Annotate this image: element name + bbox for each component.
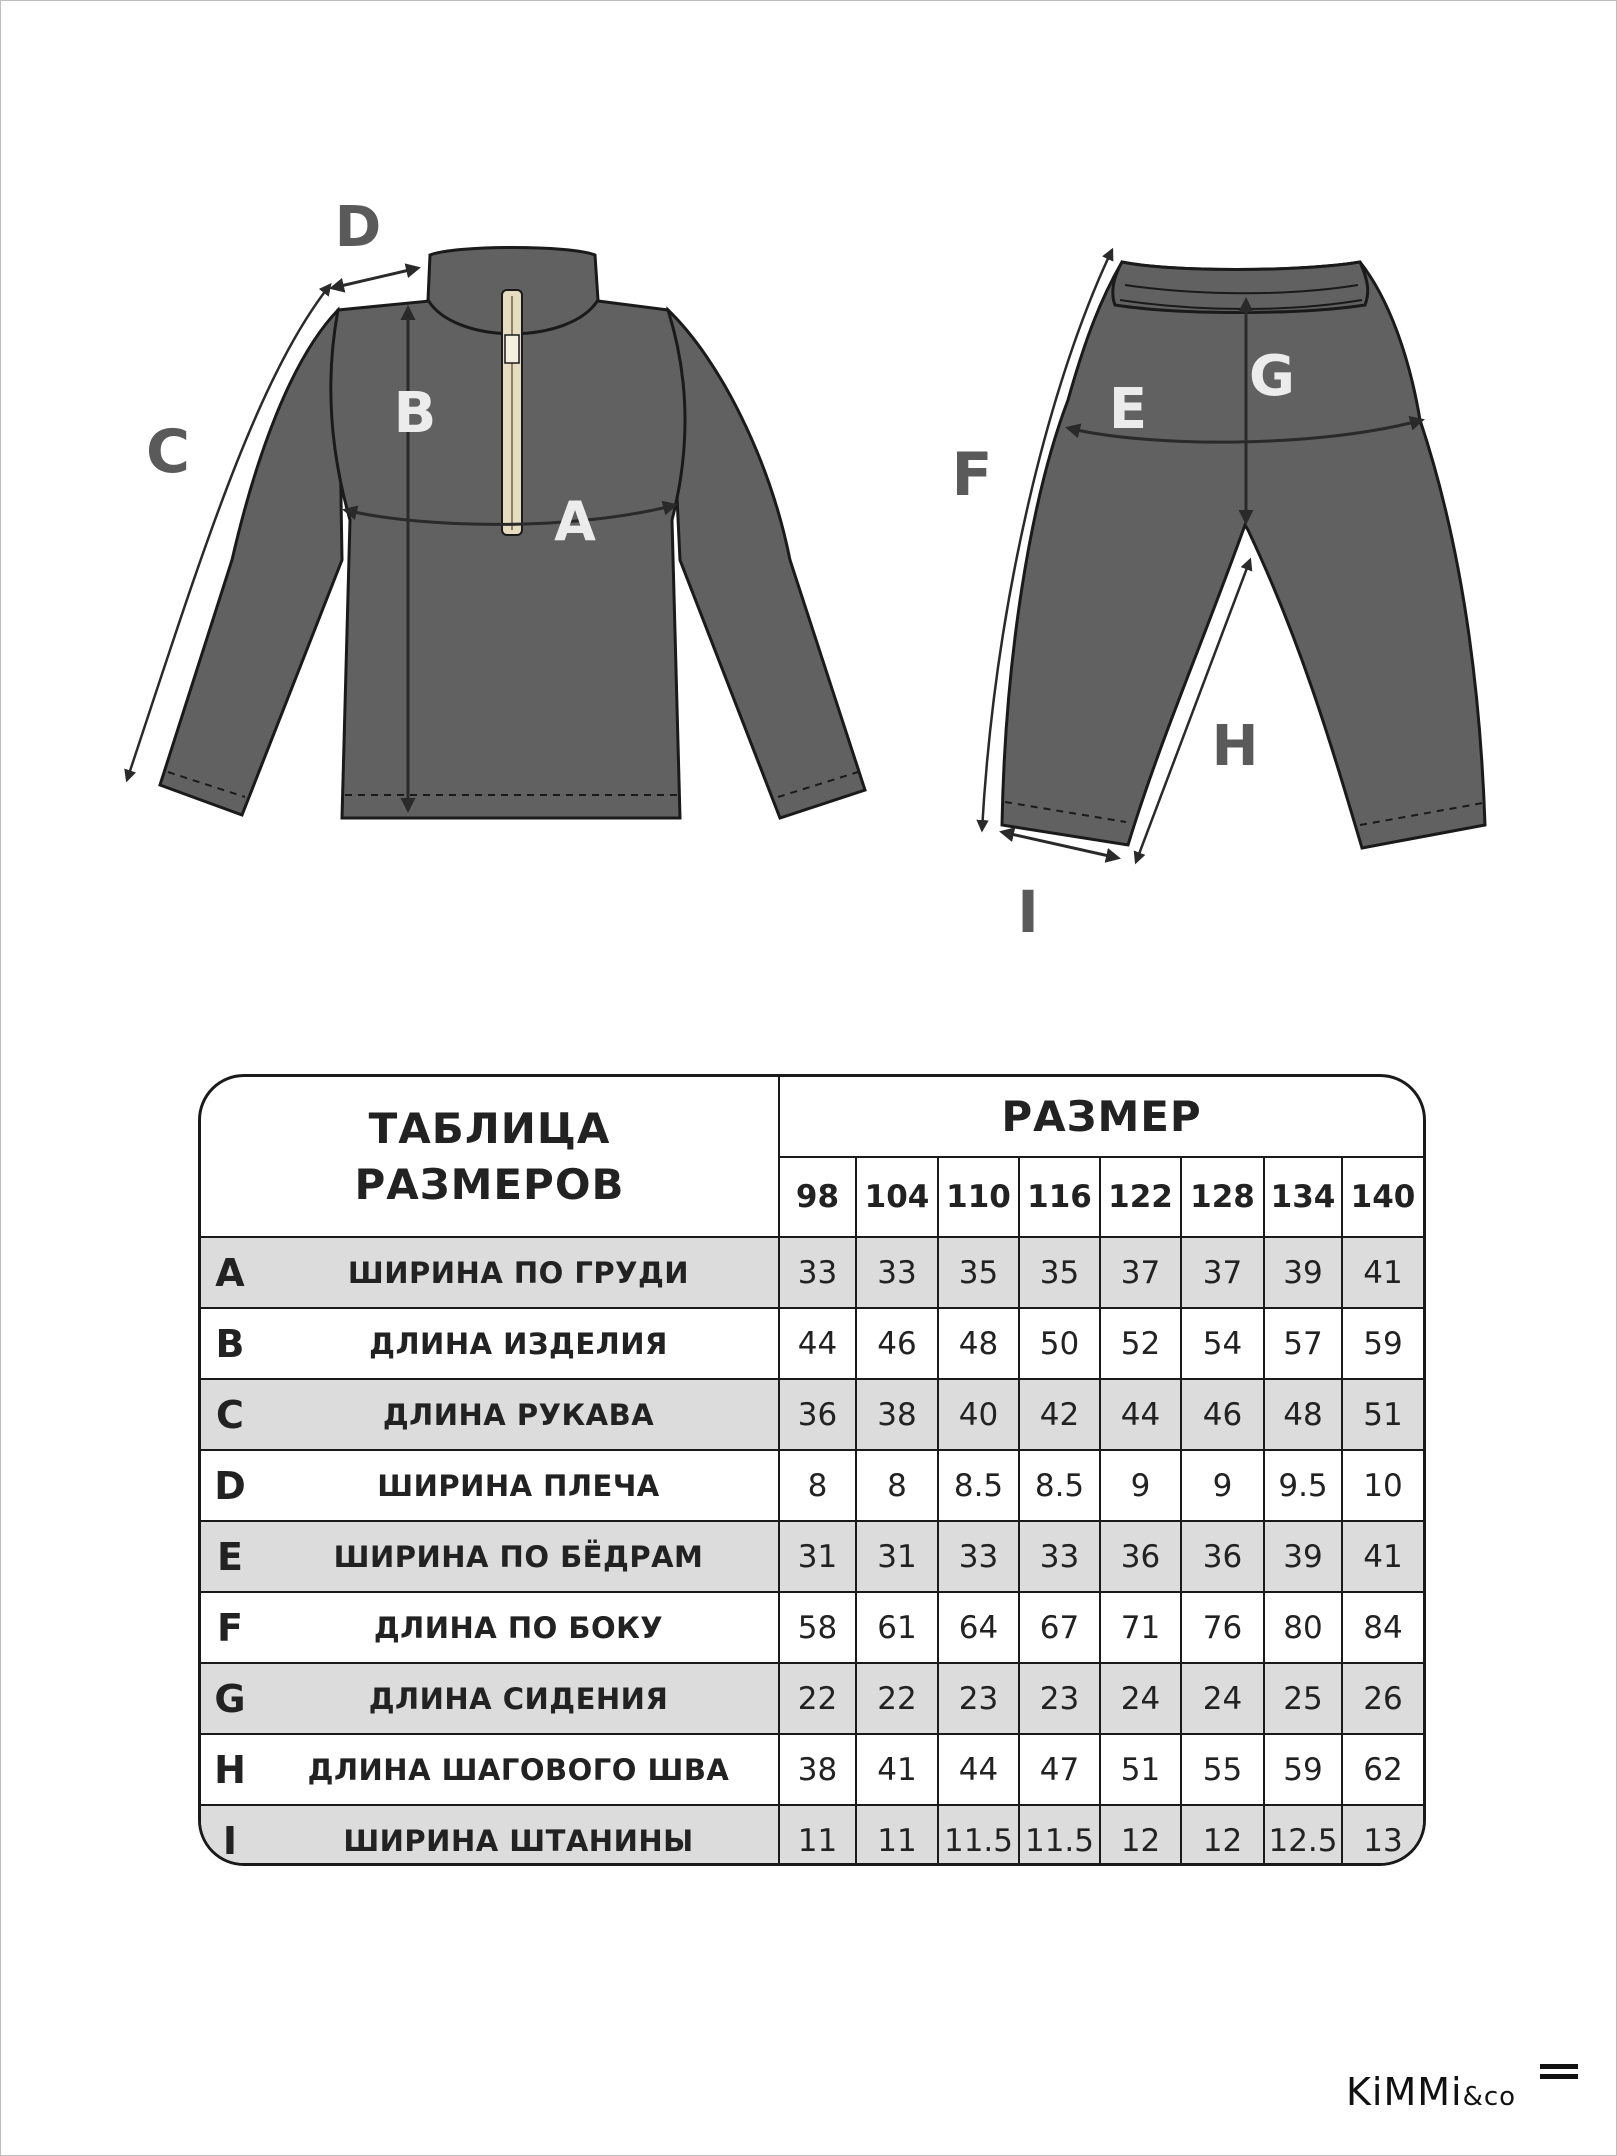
brand-logo: [1346, 2070, 1516, 2114]
table-cell: 12: [1100, 1805, 1181, 1866]
logo-bar-bottom: [1540, 2074, 1578, 2079]
table-cell: 80: [1264, 1592, 1342, 1663]
table-cell: 42: [1019, 1379, 1100, 1450]
row-letter: F: [201, 1592, 259, 1663]
table-cell: 9: [1181, 1450, 1264, 1521]
table-cell: 24: [1181, 1663, 1264, 1734]
table-cell: 55: [1181, 1734, 1264, 1805]
label-H: H: [1211, 714, 1259, 779]
table-cell: 54: [1181, 1308, 1264, 1379]
garment-diagram: [0, 0, 1617, 960]
size-col-header: 98: [779, 1157, 856, 1237]
table-cell: 44: [779, 1308, 856, 1379]
table-cell: 84: [1342, 1592, 1423, 1663]
row-letter: E: [201, 1521, 259, 1592]
table-cell: 48: [938, 1308, 1019, 1379]
table-cell: 38: [856, 1379, 938, 1450]
table-row: [201, 1308, 1423, 1379]
jacket-illustration: [127, 195, 865, 818]
table-cell: 23: [1019, 1663, 1100, 1734]
table-cell: 22: [856, 1663, 938, 1734]
table-cell: 40: [938, 1379, 1019, 1450]
table-cell: 12.5: [1264, 1805, 1342, 1866]
table-cell: 61: [856, 1592, 938, 1663]
brand-suffix: &co: [1462, 2082, 1517, 2112]
row-letter: C: [201, 1379, 259, 1450]
table-row: [201, 1805, 1423, 1866]
table-cell: 76: [1181, 1592, 1264, 1663]
row-letter: I: [201, 1805, 259, 1866]
table-cell: 52: [1100, 1308, 1181, 1379]
table-cell: 46: [1181, 1379, 1264, 1450]
table-cell: 26: [1342, 1663, 1423, 1734]
pants-illustration: [952, 250, 1486, 946]
row-letter: A: [201, 1237, 259, 1308]
table-cell: 51: [1100, 1734, 1181, 1805]
jacket-left-sleeve: [160, 310, 342, 815]
table-cell: 24: [1100, 1663, 1181, 1734]
size-col-header: 128: [1181, 1157, 1264, 1237]
table-cell: 62: [1342, 1734, 1423, 1805]
table-cell: 33: [938, 1521, 1019, 1592]
table-cell: 67: [1019, 1592, 1100, 1663]
table-cell: 59: [1264, 1734, 1342, 1805]
row-measurement-name: ДЛИНА ПО БОКУ: [259, 1592, 779, 1663]
size-col-header: 104: [856, 1157, 938, 1237]
table-cell: 39: [1264, 1521, 1342, 1592]
table-cell: 37: [1181, 1237, 1264, 1308]
size-col-header: 116: [1019, 1157, 1100, 1237]
label-C: C: [145, 417, 191, 487]
table-cell: 36: [779, 1379, 856, 1450]
table-cell: 44: [1100, 1379, 1181, 1450]
table-cell: 51: [1342, 1379, 1423, 1450]
table-cell: 13: [1342, 1805, 1423, 1866]
table-cell: 41: [1342, 1521, 1423, 1592]
table-cell: 12: [1181, 1805, 1264, 1866]
row-measurement-name: ДЛИНА ШАГОВОГО ШВА: [259, 1734, 779, 1805]
size-chart: [198, 1074, 1426, 1866]
table-row: [201, 1379, 1423, 1450]
row-measurement-name: ДЛИНА СИДЕНИЯ: [259, 1663, 779, 1734]
size-col-header: 134: [1264, 1157, 1342, 1237]
table-cell: 31: [856, 1521, 938, 1592]
row-measurement-name: ШИРИНА ШТАНИНЫ: [259, 1805, 779, 1866]
row-letter: D: [201, 1450, 259, 1521]
table-cell: 36: [1181, 1521, 1264, 1592]
table-cell: 41: [1342, 1237, 1423, 1308]
table-cell: 33: [856, 1237, 938, 1308]
table-cell: 8.5: [1019, 1450, 1100, 1521]
table-cell: 25: [1264, 1663, 1342, 1734]
row-measurement-name: ШИРИНА ПЛЕЧА: [259, 1450, 779, 1521]
table-row: [201, 1450, 1423, 1521]
logo-bar-top: [1540, 2064, 1578, 2069]
table-cell: 11.5: [938, 1805, 1019, 1866]
table-cell: 11.5: [1019, 1805, 1100, 1866]
label-D: D: [334, 195, 382, 260]
row-measurement-name: ШИРИНА ПО ГРУДИ: [259, 1237, 779, 1308]
table-cell: 41: [856, 1734, 938, 1805]
table-cell: 33: [779, 1237, 856, 1308]
size-col-header: 110: [938, 1157, 1019, 1237]
jacket-right-sleeve: [668, 310, 865, 818]
table-row: [201, 1734, 1423, 1805]
row-letter: H: [201, 1734, 259, 1805]
table-cell: 8: [779, 1450, 856, 1521]
table-cell: 22: [779, 1663, 856, 1734]
table-cell: 47: [1019, 1734, 1100, 1805]
table-cell: 10: [1342, 1450, 1423, 1521]
table-cell: 38: [779, 1734, 856, 1805]
label-A: A: [554, 490, 596, 553]
size-header: РАЗМЕР: [779, 1077, 1423, 1157]
table-cell: 64: [938, 1592, 1019, 1663]
table-title: [201, 1077, 779, 1237]
row-measurement-name: ДЛИНА РУКАВА: [259, 1379, 779, 1450]
table-cell: 37: [1100, 1237, 1181, 1308]
label-E: E: [1108, 377, 1148, 442]
table-cell: 71: [1100, 1592, 1181, 1663]
table-cell: 11: [779, 1805, 856, 1866]
label-I: I: [1017, 878, 1039, 946]
table-cell: 59: [1342, 1308, 1423, 1379]
label-B: B: [393, 381, 437, 446]
table-cell: 48: [1264, 1379, 1342, 1450]
table-cell: 57: [1264, 1308, 1342, 1379]
table-cell: 31: [779, 1521, 856, 1592]
table-cell: 11: [856, 1805, 938, 1866]
size-col-header: 122: [1100, 1157, 1181, 1237]
table-cell: 50: [1019, 1308, 1100, 1379]
table-cell: 35: [938, 1237, 1019, 1308]
label-G: G: [1249, 344, 1295, 409]
table-cell: 39: [1264, 1237, 1342, 1308]
table-row: [201, 1592, 1423, 1663]
table-cell: 35: [1019, 1237, 1100, 1308]
label-F: F: [951, 440, 993, 510]
table-cell: 44: [938, 1734, 1019, 1805]
size-col-header: 140: [1342, 1157, 1423, 1237]
table-cell: 58: [779, 1592, 856, 1663]
table-cell: 23: [938, 1663, 1019, 1734]
table-cell: 36: [1100, 1521, 1181, 1592]
table-row: [201, 1663, 1423, 1734]
table-cell: 8: [856, 1450, 938, 1521]
table-title-line1: ТАБЛИЦА: [368, 1103, 611, 1153]
table-row: [201, 1237, 1423, 1308]
size-table: [201, 1077, 1423, 1866]
row-letter: B: [201, 1308, 259, 1379]
row-letter: G: [201, 1663, 259, 1734]
row-measurement-name: ДЛИНА ИЗДЕЛИЯ: [259, 1308, 779, 1379]
table-cell: 9.5: [1264, 1450, 1342, 1521]
table-title-line2: РАЗМЕРОВ: [354, 1159, 625, 1209]
row-measurement-name: ШИРИНА ПО БЁДРАМ: [259, 1521, 779, 1592]
table-cell: 33: [1019, 1521, 1100, 1592]
table-row: [201, 1521, 1423, 1592]
table-cell: 46: [856, 1308, 938, 1379]
table-cell: 8.5: [938, 1450, 1019, 1521]
table-cell: 9: [1100, 1450, 1181, 1521]
brand-name: KiMMi: [1346, 2070, 1463, 2114]
